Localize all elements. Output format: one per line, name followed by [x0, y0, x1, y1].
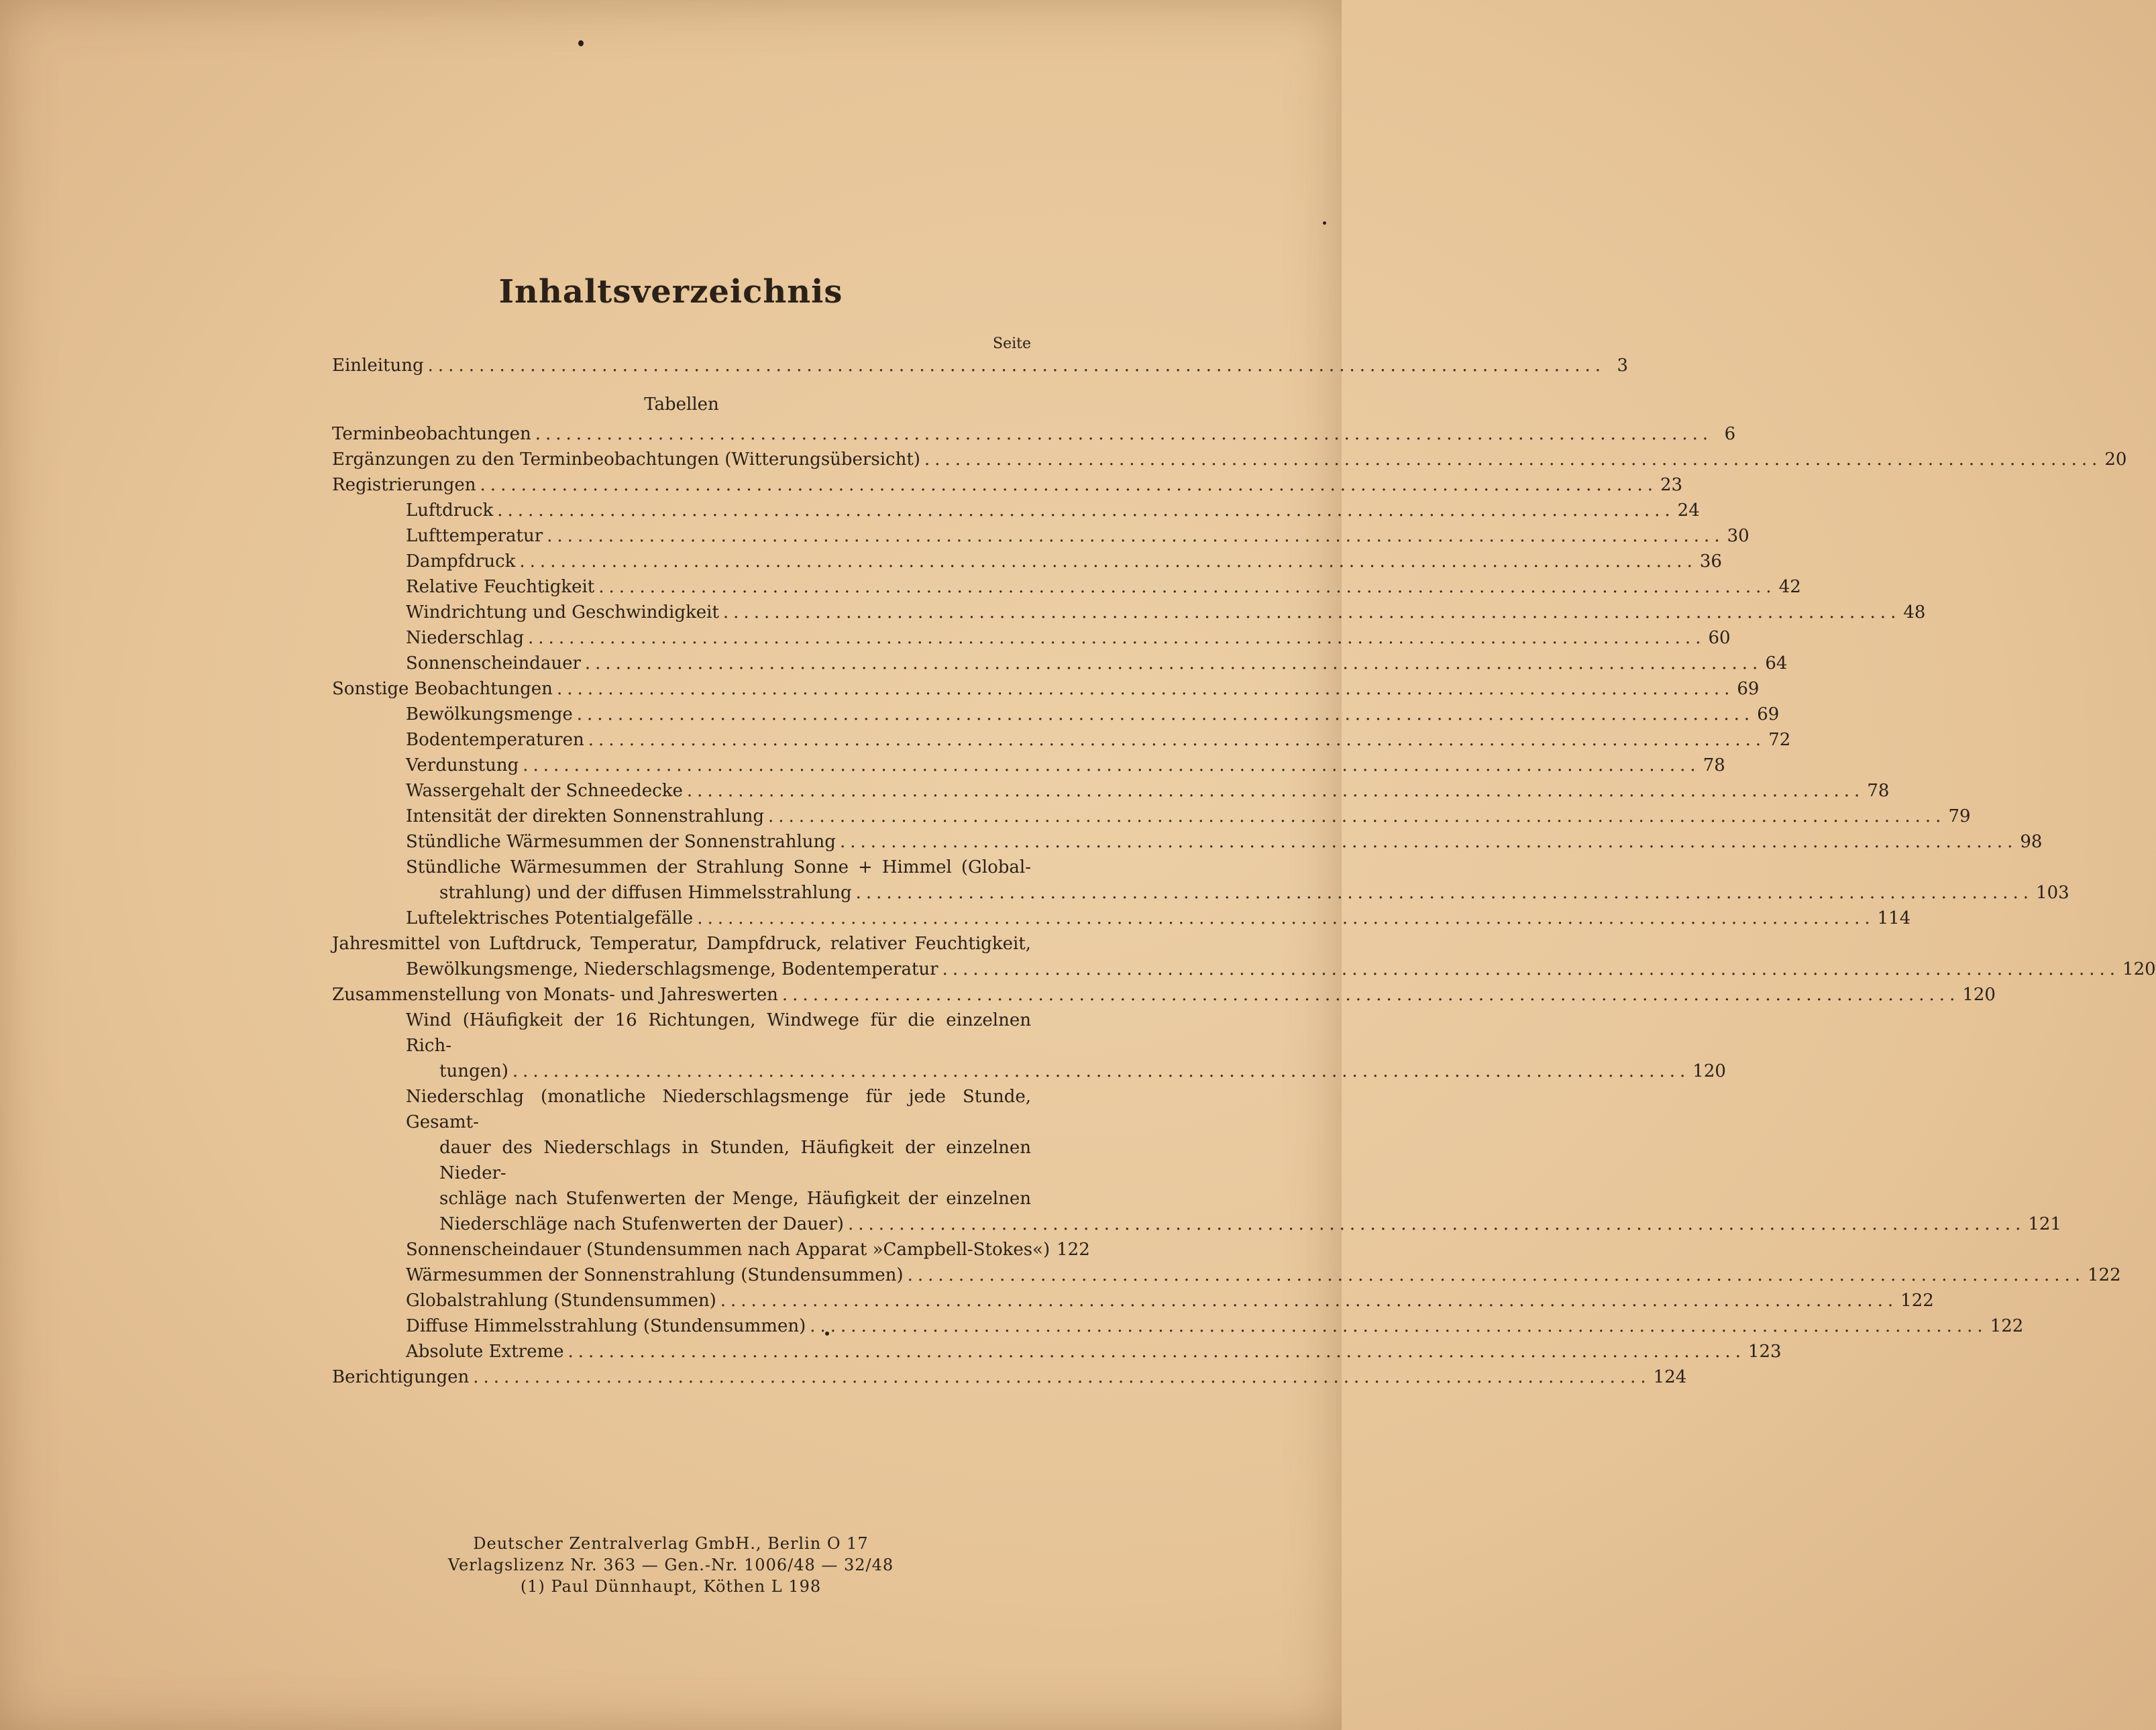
toc-entry: Ergänzungen zu den Terminbeobachtungen (Witterungsübersicht) ................................................................................................................... 20 [332, 449, 2127, 470]
ink-speck [578, 40, 584, 46]
imprint-publisher: Deutscher Zentralverlag GmbH., Berlin O 17 [473, 1534, 869, 1553]
ink-speck [1323, 221, 1326, 225]
toc-entry: Sonstige Beobachtungen ................................................................................................................... 69 [332, 679, 1760, 699]
section-heading-tabellen: Tabellen [644, 394, 719, 415]
publisher-imprint [0, 1533, 1342, 1597]
toc-entry: Intensität der direkten Sonnenstrahlung ................................................................................................................... 79 [406, 806, 1971, 826]
toc-entry-continuation: schläge nach Stufenwerten der Menge, Häufigkeit der einzelnen [439, 1189, 1031, 1209]
toc-entry: Stündliche Wärmesummen der Sonnenstrahlung ................................................................................................................... 98 [406, 832, 2043, 852]
page-title: Inhaltsverzeichnis [498, 273, 843, 311]
toc-entry: Terminbeobachtungen ................................................................................................................... 6 [332, 424, 1736, 444]
toc-entry-continuation: Jahresmittel von Luftdruck, Temperatur, Dampfdruck, relativer Feuchtigkeit, [332, 934, 1031, 954]
toc-entry-continuation: Wind (Häufigkeit der 16 Richtungen, Windwege für die einzelnen Rich- [406, 1010, 1031, 1056]
toc-entry: Bewölkungsmenge ................................................................................................................... 69 [406, 704, 1780, 724]
toc-entry-continuation: Stündliche Wärmesummen der Strahlung Sonne + Himmel (Global- [406, 857, 1031, 877]
toc-entry-continuation: Niederschlag (monatliche Niederschlagsmenge für jede Stunde, Gesamt- [406, 1087, 1031, 1132]
toc-entry: Wärmesummen der Sonnenstrahlung (Stundensummen) ................................................................................................................... 122 [406, 1265, 2121, 1285]
toc-entry: Verdunstung ................................................................................................................... 78 [406, 755, 1725, 775]
table-of-contents [332, 335, 2156, 1390]
toc-entry: Niederschläge nach Stufenwerten der Dauer) ................................................................................................................... 121 [439, 1214, 2062, 1234]
toc-entry: Globalstrahlung (Stundensummen) ................................................................................................................... 122 [406, 1291, 1934, 1311]
toc-entry: Luftdruck ................................................................................................................... 24 [406, 500, 1700, 521]
toc-entry: Wassergehalt der Schneedecke ................................................................................................................... 78 [406, 781, 1890, 801]
page-column-header: Seite [993, 335, 1031, 352]
toc-entry: tungen) ................................................................................................................... 120 [439, 1061, 1726, 1081]
toc-entry: Bewölkungsmenge, Niederschlagsmenge, Bodentemperatur ................................................................................................................... 120 [406, 959, 2156, 979]
toc-entry-continuation: dauer des Niederschlags in Stunden, Häufigkeit der einzelnen Nieder- [439, 1138, 1031, 1183]
imprint-printer: (1) Paul Dünnhaupt, Köthen L 198 [520, 1577, 822, 1596]
toc-entry: Sonnenscheindauer ................................................................................................................... 64 [406, 653, 1788, 673]
toc-entry: Windrichtung und Geschwindigkeit ................................................................................................................... 48 [406, 602, 1926, 623]
toc-entry: Dampfdruck ................................................................................................................... 36 [406, 551, 1722, 572]
toc-entry: Relative Feuchtigkeit ................................................................................................................... 42 [406, 577, 1801, 597]
toc-entry: Niederschlag ................................................................................................................... 60 [406, 628, 1731, 648]
toc-entry: Lufttemperatur ................................................................................................................... 30 [406, 526, 1749, 546]
toc-entry: Absolute Extreme ................................................................................................................... 123 [406, 1342, 1782, 1362]
toc-entry: Berichtigungen ................................................................................................................... 124 [332, 1367, 1687, 1387]
toc-entry: Bodentemperaturen ................................................................................................................... 72 [406, 730, 1791, 750]
toc-entry: Diffuse Himmelsstrahlung (Stundensummen) ................................................................................................................... 122 [406, 1316, 2024, 1336]
toc-entry: Zusammenstellung von Monats- und Jahreswerten ................................................................................................................... 120 [332, 985, 1996, 1005]
toc-entry: Registrierungen ................................................................................................................... 23 [332, 475, 1683, 495]
dot-leader: ................................................................................................................... [427, 356, 1606, 376]
toc-entry-einleitung: Einleitung ................................................................................................................... 3 [332, 353, 1031, 378]
toc-entry: strahlung) und der diffusen Himmelsstrahlung ................................................................................................................... 103 [439, 883, 2069, 903]
toc-entry: Sonnenscheindauer (Stundensummen nach Apparat »Campbell-Stokes«) 122 [406, 1240, 1090, 1260]
imprint-license: Verlagslizenz Nr. 363 — Gen.-Nr. 1006/48 — 32/48 [447, 1556, 894, 1574]
toc-entry: Luftelektrisches Potentialgefälle ................................................................................................................... 114 [406, 908, 1911, 928]
